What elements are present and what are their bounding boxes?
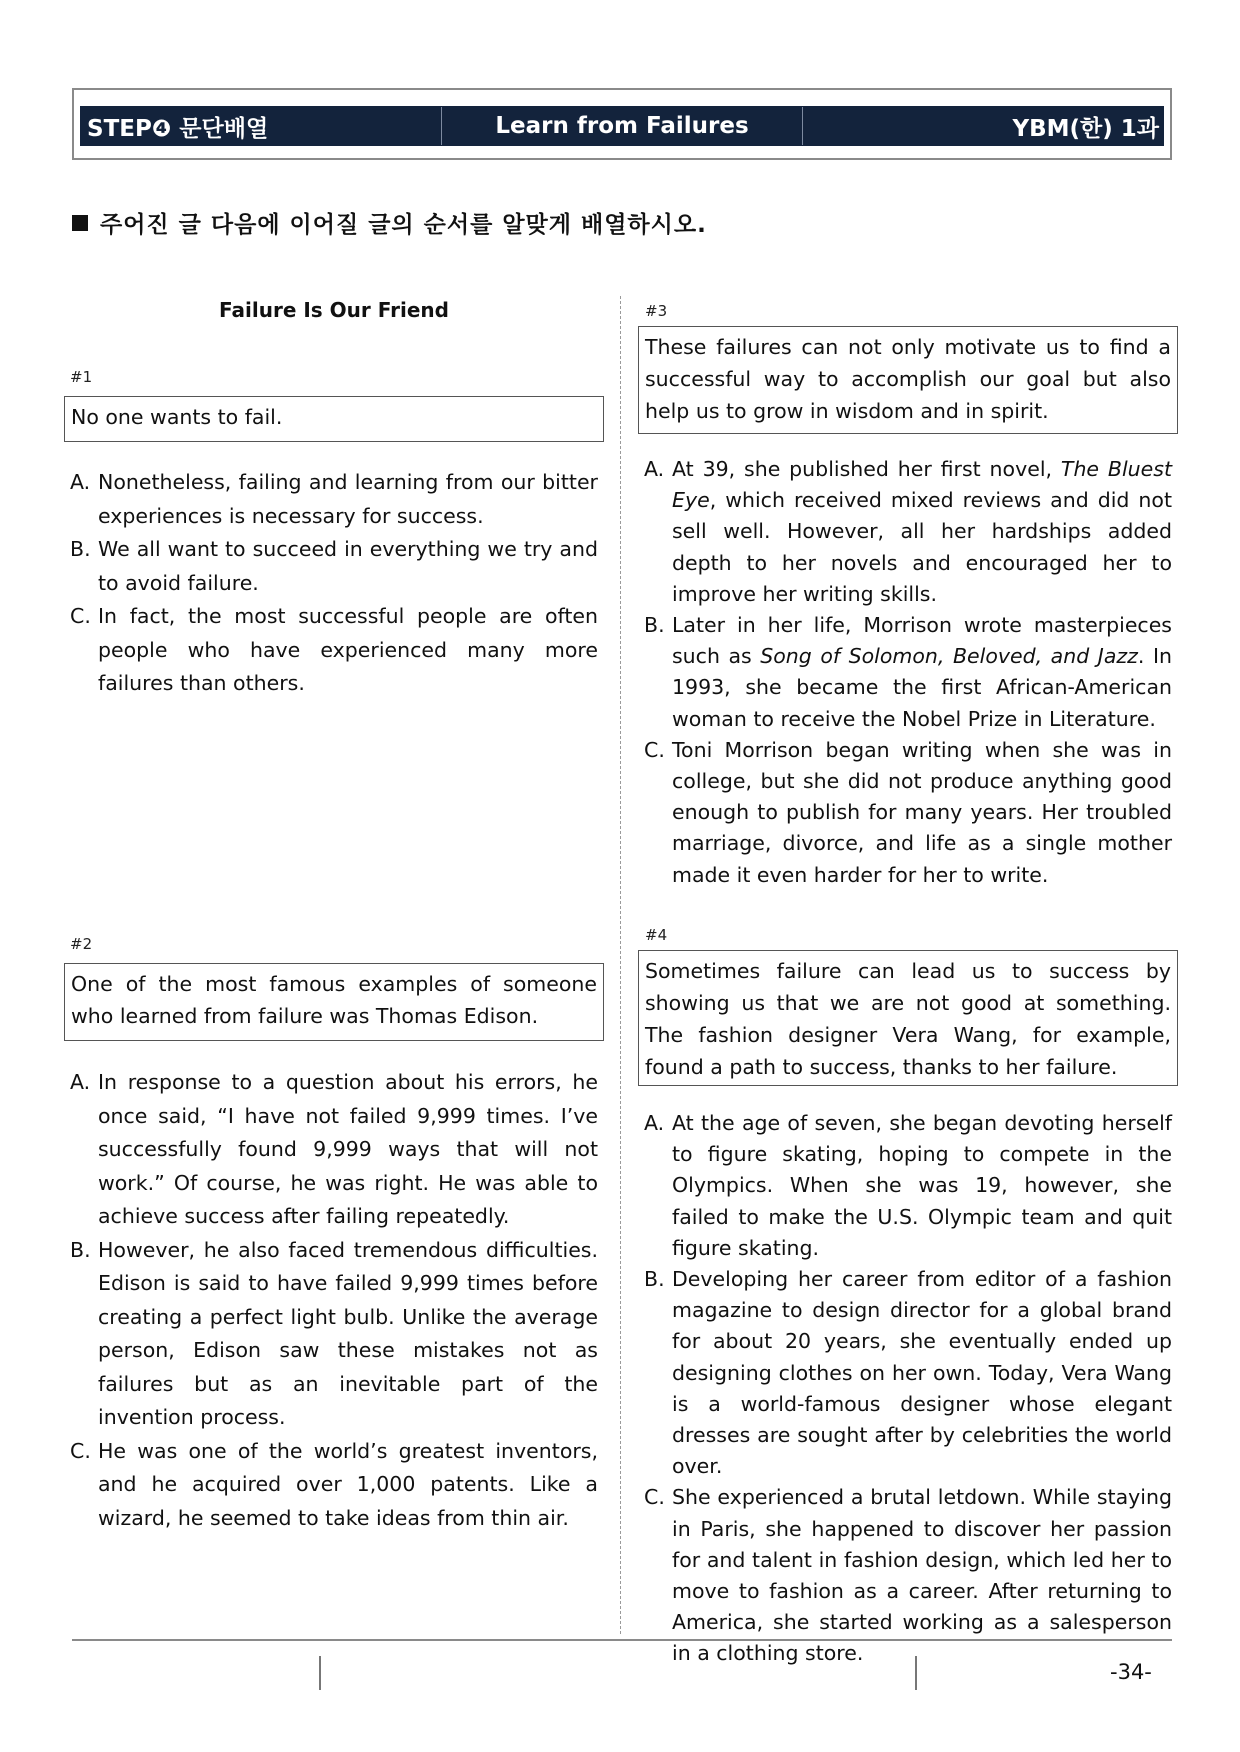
square-bullet-icon bbox=[72, 215, 88, 231]
passage-title: Failure Is Our Friend bbox=[219, 298, 449, 322]
lesson-title: Learn from Failures bbox=[442, 107, 803, 145]
option-key: C. bbox=[70, 1438, 91, 1463]
page-number: -34- bbox=[1110, 1660, 1152, 1684]
option-text: He was one of the world’s greatest inventors, and he acquired over 1,000 patents. Like a wizard, he seemed to take ideas from thin air. bbox=[98, 1438, 598, 1530]
option-text: However, he also faced tremendous difficulties. Edison is said to have failed 9,999 times before creating a perfect light bulb. Unlike the average person, Edison saw these mistakes not as failures but as an inevitable part of the invention process. bbox=[98, 1237, 598, 1429]
step-label: STEP❹ 문단배열 bbox=[81, 107, 442, 145]
option-text: She experienced a brutal letdown. While staying in Paris, she happened to discover her passion for and talent in fashion design, which led her to move to fashion as a career. After returning to America, she started working as a salesperson in a clothing store. bbox=[672, 1485, 1172, 1666]
option-item bbox=[644, 1482, 1172, 1669]
footer-divider bbox=[319, 1656, 321, 1690]
textbook-label: YBM(한) 1과 bbox=[1012, 115, 1159, 142]
option-item bbox=[70, 466, 598, 533]
option-text: Nonetheless, failing and learning from our bitter experiences is necessary for success. bbox=[98, 470, 598, 528]
option-item bbox=[644, 610, 1172, 735]
option-item bbox=[644, 454, 1172, 610]
option-key: C. bbox=[70, 604, 91, 628]
option-item bbox=[644, 1264, 1172, 1482]
book-title: The Bluest Eye bbox=[672, 457, 1172, 513]
option-item bbox=[70, 533, 598, 600]
question-2-given: One of the most famous examples of someone who learned from failure was Thomas Edison. bbox=[71, 972, 597, 1028]
option-text: Later in her life, Morrison wrote masterpieces such as Song of Solomon, Beloved, and Jazz. In 1993, she became the first African-American woman to receive the Nobel Prize in Literature. bbox=[672, 613, 1173, 731]
footer-divider bbox=[915, 1656, 917, 1690]
worksheet-header bbox=[72, 88, 1172, 160]
option-key: C. bbox=[644, 1485, 665, 1510]
option-text: In response to a question about his errors, he once said, “I have not failed 9,999 times. I’ve successfully found 9,999 ways that will not work.” Of course, he was right. He was able to achieve success after failing repeatedly. bbox=[98, 1070, 598, 1228]
option-key: A. bbox=[70, 470, 91, 494]
question-1-label: #1 bbox=[70, 368, 93, 386]
option-key: B. bbox=[644, 1267, 665, 1292]
option-item bbox=[70, 1066, 598, 1234]
instruction bbox=[72, 206, 707, 239]
question-3-given-box bbox=[638, 326, 1178, 434]
question-4-given-box bbox=[638, 950, 1178, 1086]
option-key: B. bbox=[644, 613, 665, 638]
footer-rule bbox=[72, 1639, 1172, 1641]
option-text: Toni Morrison began writing when she was in college, but she did not produce anything good enough to publish for many years. Her troubled marriage, divorce, and life as a single mother made it even harder for her to write. bbox=[672, 737, 1172, 887]
option-item bbox=[644, 735, 1172, 891]
option-key: C. bbox=[644, 737, 665, 762]
option-text: In fact, the most successful people are often people who have experienced many more failures than others. bbox=[98, 604, 598, 695]
option-text: Developing her career from editor of a fashion magazine to design director for a global brand for about 20 years, she eventually ended up designing clothes on her own. Today, Vera Wang is a world-famous designer whose elegant dresses are sought after by celebrities the world over. bbox=[672, 1267, 1172, 1479]
question-3-given: These failures can not only motivate us to find a successful way to accomplish our goal but also help us to grow in wisdom and in spirit. bbox=[645, 335, 1171, 423]
book-titles: Song of Solomon, Beloved, and Jazz bbox=[760, 644, 1138, 669]
option-key: A. bbox=[70, 1070, 91, 1094]
question-1-options bbox=[70, 466, 598, 701]
question-1-given-box bbox=[64, 396, 604, 442]
question-3-label: #3 bbox=[645, 302, 668, 320]
question-4-label: #4 bbox=[645, 926, 668, 944]
option-key: B. bbox=[70, 537, 91, 561]
question-2-label: #2 bbox=[70, 935, 93, 953]
header-bar bbox=[80, 106, 1164, 146]
option-item bbox=[70, 1234, 598, 1435]
option-key: B. bbox=[70, 1237, 91, 1262]
column-divider bbox=[620, 296, 621, 1634]
option-item bbox=[644, 1108, 1172, 1264]
option-item bbox=[70, 600, 598, 701]
question-2-given-box bbox=[64, 963, 604, 1041]
question-3-options bbox=[644, 454, 1172, 891]
option-key: A. bbox=[644, 1111, 665, 1135]
question-1-given: No one wants to fail. bbox=[71, 405, 283, 429]
question-2-options bbox=[70, 1066, 598, 1535]
question-4-given: Sometimes failure can lead us to success by showing us that we are not good at something. The fashion designer Vera Wang, for example, found a path to success, thanks to her failure. bbox=[645, 959, 1171, 1079]
option-item bbox=[70, 1435, 598, 1536]
option-key: A. bbox=[644, 457, 665, 481]
option-text: At 39, she published her first novel, The Bluest Eye, which received mixed reviews and did not sell well. However, all her hardships added depth to her novels and encouraged her to improve her writing skills. bbox=[672, 457, 1172, 606]
option-text: At the age of seven, she began devoting herself to figure skating, hoping to compete in the Olympics. When she was 19, however, she failed to make the U.S. Olympic team and quit figure skating. bbox=[672, 1111, 1172, 1260]
question-4-options bbox=[644, 1108, 1172, 1670]
instruction-text: 주어진 글 다음에 이어질 글의 순서를 알맞게 배열하시오. bbox=[100, 212, 707, 238]
option-text: We all want to succeed in everything we try and to avoid failure. bbox=[98, 537, 598, 595]
